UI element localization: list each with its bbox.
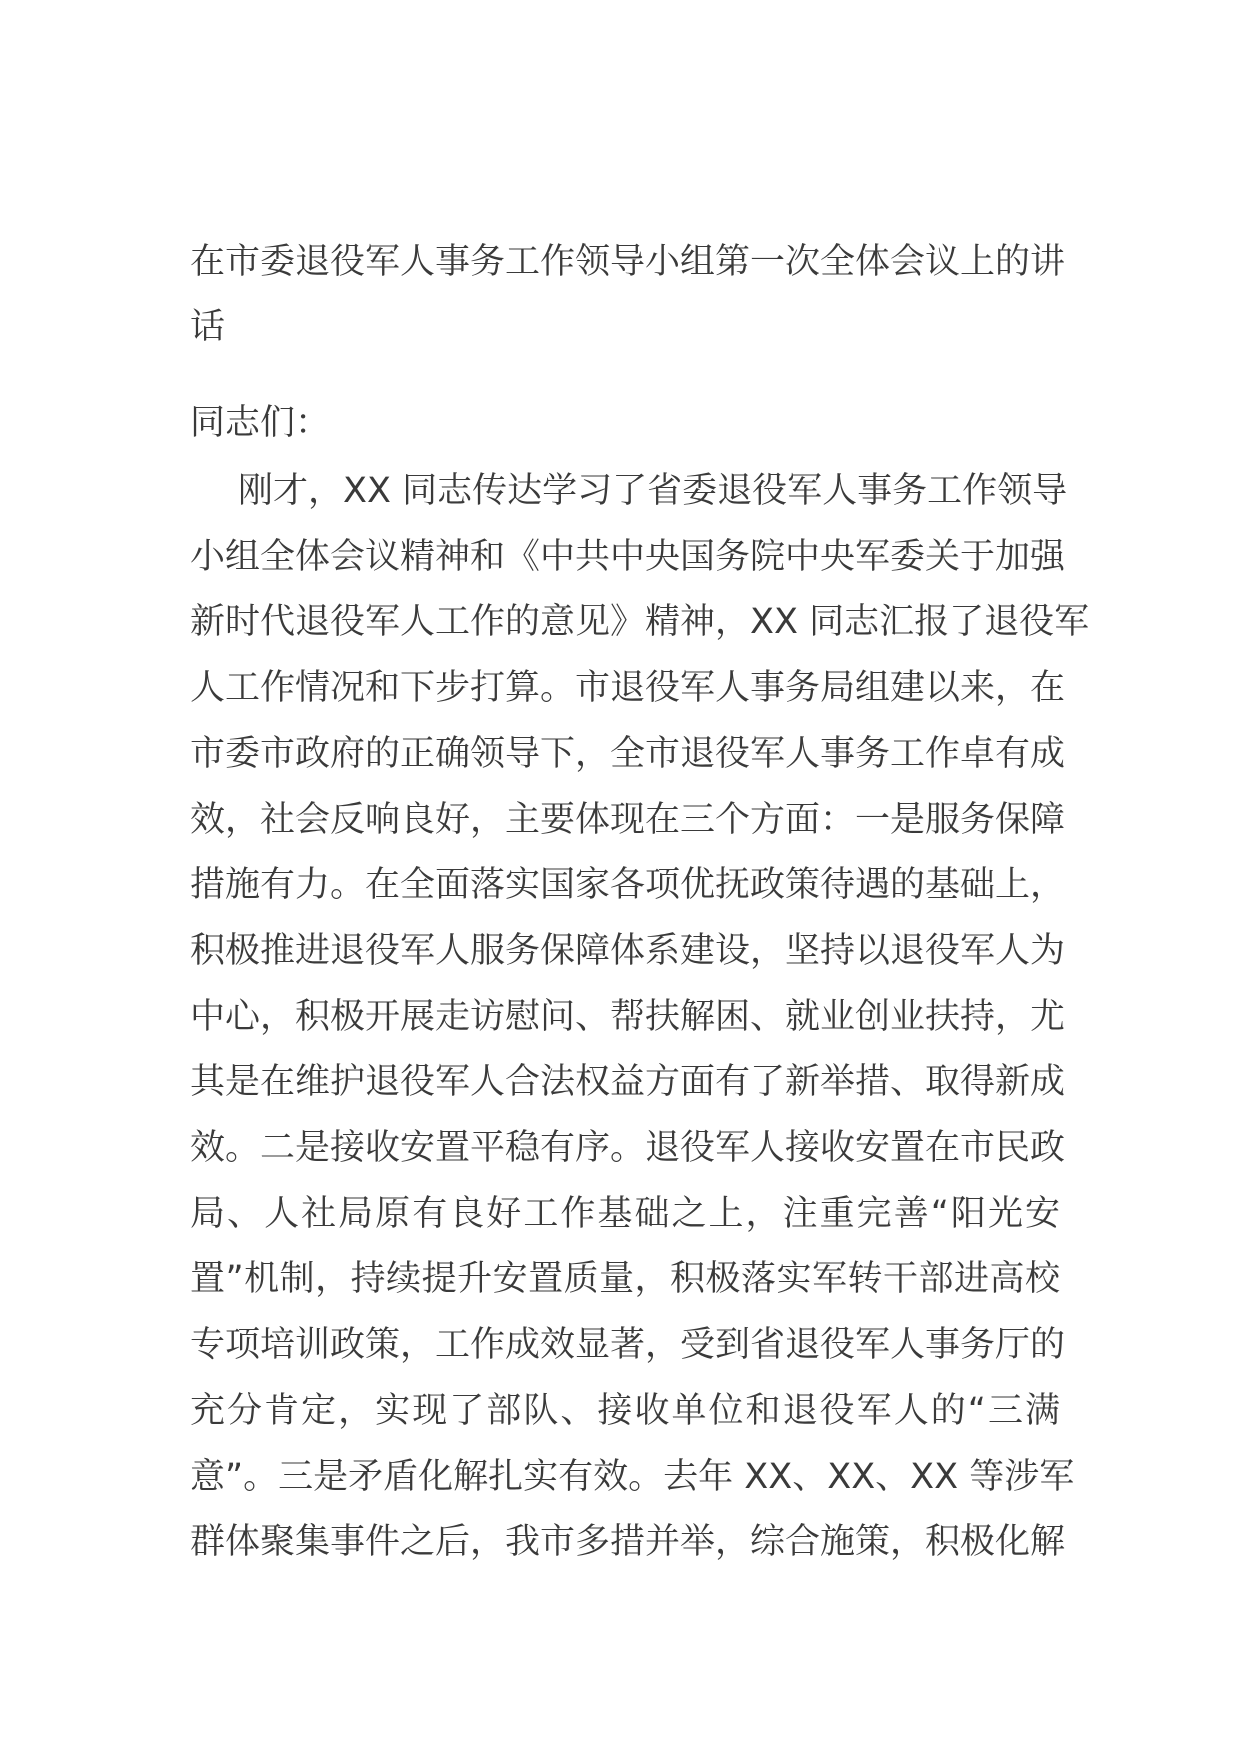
salutation: 同志们： (190, 403, 331, 443)
body-line: 新时代退役军人工作的意见》精神，XX 同志汇报了退役军 (190, 602, 1090, 643)
body-line: 积极推进退役军人服务保障体系建设，坚持以退役军人为 (190, 930, 1066, 971)
body-line: 群体聚集事件之后，我市多措并举，综合施策，积极化解 (190, 1522, 1066, 1563)
body-line: 刚才，XX 同志传达学习了省委退役军人事务工作领导 (238, 471, 1068, 511)
body-line: 局、人社局原有良好工作基础之上，注重完善“阳光安 (190, 1193, 1060, 1234)
body-line: 效，社会反响良好，主要体现在三个方面：一是服务保障 (190, 799, 1066, 840)
document-title-line-2: 话 (190, 307, 226, 347)
body-line: 市委市政府的正确领导下，全市退役军人事务工作卓有成 (190, 733, 1066, 774)
body-line: 措施有力。在全面落实国家各项优抚政策待遇的基础上， (190, 865, 1066, 906)
body-line: 小组全体会议精神和《中共中央国务院中央军委关于加强 (190, 536, 1066, 577)
body-line: 中心，积极开展走访慰问、帮扶解困、就业创业扶持，尤 (190, 996, 1066, 1037)
body-line: 效。二是接收安置平稳有序。退役军人接收安置在市民政 (190, 1128, 1066, 1168)
body-line: 人工作情况和下步打算。市退役军人事务局组建以来，在 (190, 668, 1066, 709)
body-line: 其是在维护退役军人合法权益方面有了新举措、取得新成 (190, 1062, 1066, 1103)
body-line: 充分肯定，实现了部队、接收单位和退役军人的“三满 (190, 1390, 1060, 1431)
document-title-line-1: 在市委退役军人事务工作领导小组第一次全体会议上的讲 (190, 242, 1066, 282)
body-line: 意”。三是矛盾化解扎实有效。去年 XX、XX、XX 等涉军 (190, 1456, 1075, 1497)
body-line: 专项培训政策，工作成效显著，受到省退役军人事务厅的 (190, 1325, 1066, 1366)
body-line: 置”机制，持续提升安置质量，积极落实军转干部进高校 (190, 1259, 1060, 1300)
